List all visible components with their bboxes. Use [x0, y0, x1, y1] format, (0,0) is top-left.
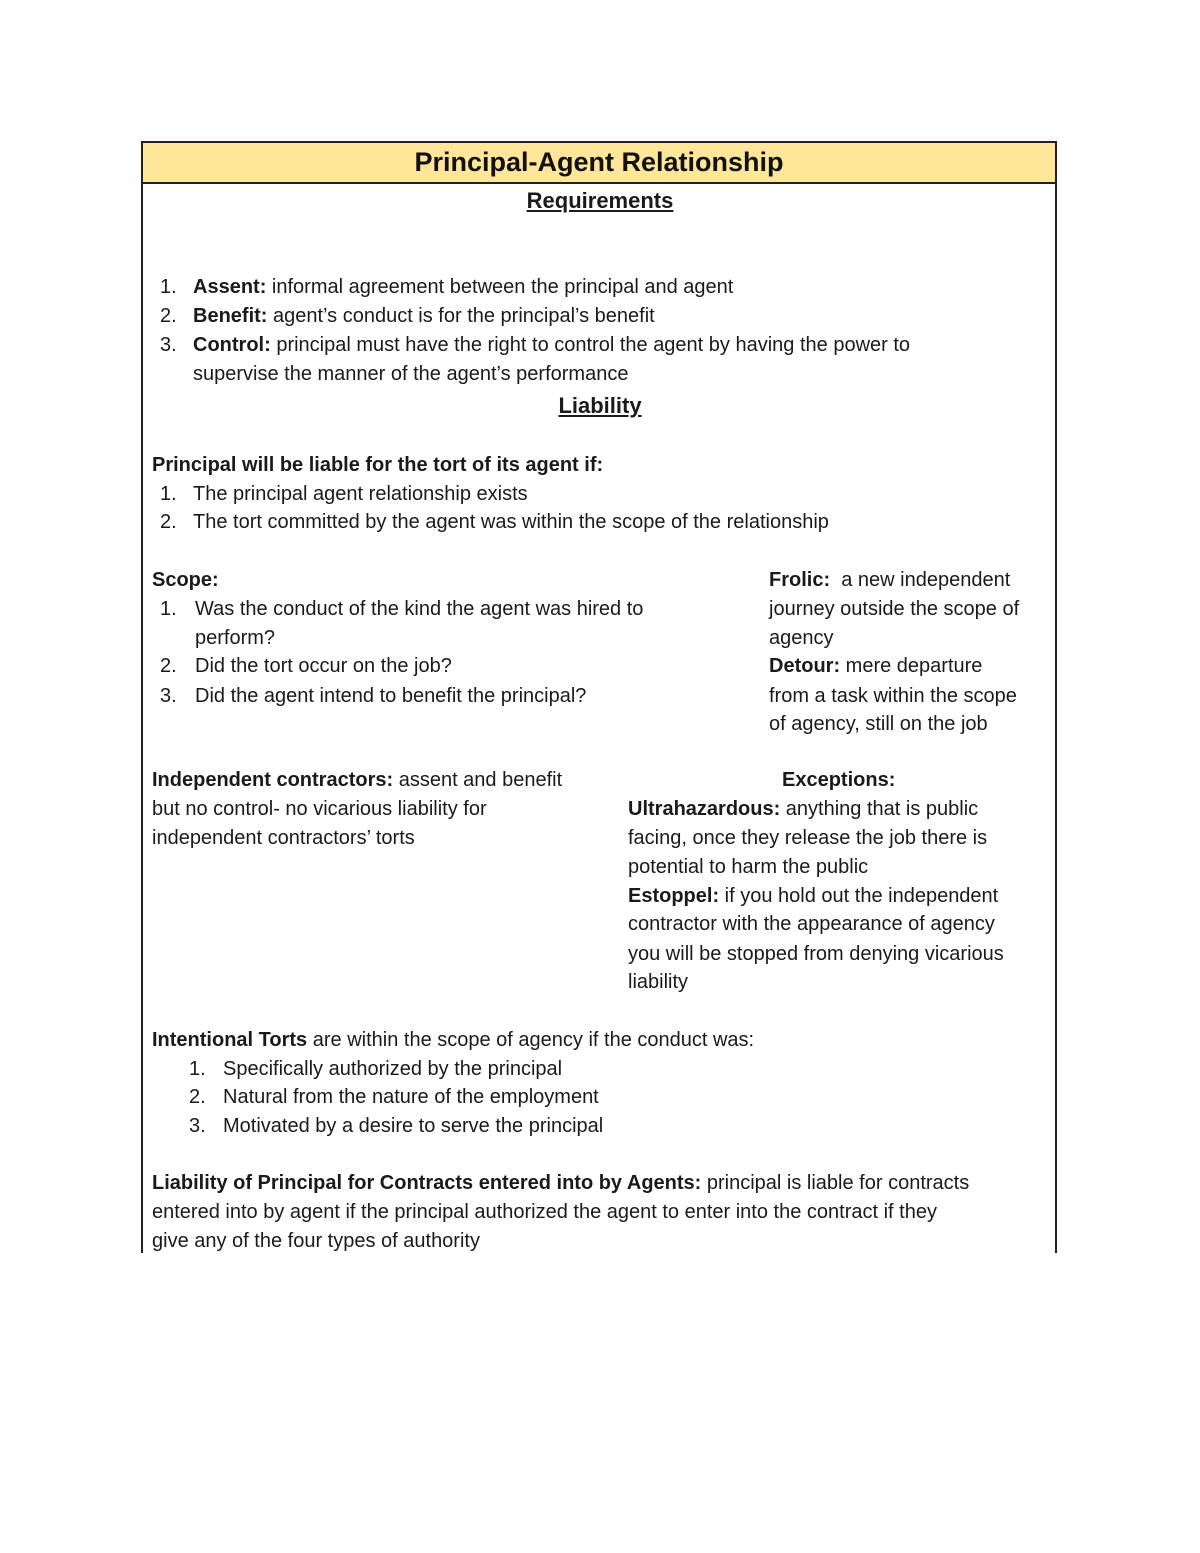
requirement-item-1-text [193, 273, 733, 302]
detour-text: mere departure [840, 655, 983, 677]
independent-text: assent and benefit [393, 769, 563, 791]
frolic-line-1 [769, 566, 1010, 595]
exceptions-heading: Exceptions: [782, 769, 896, 791]
contracts-line-3: give any of the four types of authority [152, 1230, 480, 1252]
contracts-line-2: entered into by agent if the principal authorized the agent to enter into the contract if they [152, 1201, 937, 1223]
scope-item-2-num: 2. [160, 655, 177, 677]
requirement-text: agent’s conduct is for the principal’s benefit [267, 305, 655, 327]
requirement-item-1 [160, 273, 177, 302]
frolic-line-3: agency [769, 627, 834, 649]
scope-heading: Scope: [152, 569, 219, 591]
liability-item-2-text: The tort committed by the agent was within the scope of the relationship [193, 511, 829, 533]
intentional-item-1-text: Specifically authorized by the principal [223, 1058, 563, 1080]
contracts-line-1 [152, 1169, 969, 1198]
requirement-item-3-text-cont: supervise the manner of the agent’s performance [193, 363, 629, 385]
intentional-item-1-num: 1. [189, 1058, 206, 1080]
ultrahazardous-term: Ultrahazardous: [628, 798, 781, 820]
ultrahazardous-line-3: potential to harm the public [628, 856, 869, 878]
estoppel-term: Estoppel: [628, 885, 720, 907]
requirement-item-2-text [193, 302, 655, 331]
independent-line-1 [152, 766, 562, 795]
liability-item-2-num: 2. [160, 511, 177, 533]
requirement-term: Benefit: [193, 305, 268, 327]
independent-term: Independent contractors: [152, 769, 394, 791]
estoppel-line-1 [628, 882, 998, 911]
intentional-item-2-num: 2. [189, 1086, 206, 1108]
scope-item-3-text: Did the agent intend to benefit the principal? [195, 685, 587, 707]
scope-item-1-num: 1. [160, 598, 177, 620]
liability-heading: Liability [558, 393, 642, 418]
frolic-term: Frolic: [769, 569, 831, 591]
liability-item-1-text: The principal agent relationship exists [193, 483, 528, 505]
intentional-lead [152, 1026, 754, 1055]
requirement-item-3 [160, 331, 177, 360]
document-title: Principal-Agent Relationship [143, 143, 1055, 184]
estoppel-line-3: you will be stopped from denying vicarious [628, 943, 1004, 965]
ultrahazardous-line-1 [628, 795, 978, 824]
requirement-text: principal must have the right to control the agent by having the power to [270, 334, 911, 356]
frolic-text: a new independent [830, 569, 1011, 591]
requirement-term: Control: [193, 334, 271, 356]
requirement-number: 1. [160, 276, 177, 298]
frolic-line-2: journey outside the scope of [769, 598, 1020, 620]
estoppel-line-2: contractor with the appearance of agency [628, 913, 995, 935]
detour-term: Detour: [769, 655, 841, 677]
requirements-heading: Requirements [526, 188, 674, 213]
liability-item-1-num: 1. [160, 483, 177, 505]
requirement-term: Assent: [193, 276, 267, 298]
ultrahazardous-text: anything that is public [780, 798, 979, 820]
detour-line-1 [769, 652, 982, 681]
estoppel-text: if you hold out the independent [719, 885, 999, 907]
intentional-item-2-text: Natural from the nature of the employment [223, 1086, 599, 1108]
estoppel-line-4: liability [628, 971, 689, 993]
detour-line-3: of agency, still on the job [769, 713, 988, 735]
independent-line-3: independent contractors’ torts [152, 827, 415, 849]
requirement-number: 2. [160, 305, 177, 327]
requirement-item-2 [160, 302, 177, 331]
scope-item-3-num: 3. [160, 685, 177, 707]
ultrahazardous-line-2: facing, once they release the job there is [628, 827, 988, 849]
liability-lead: Principal will be liable for the tort of its agent if: [152, 454, 604, 476]
intentional-term: Intentional Torts [152, 1029, 308, 1051]
requirement-number: 3. [160, 334, 177, 356]
independent-line-2: but no control- no vicarious liability for [152, 798, 487, 820]
intentional-text: are within the scope of agency if the conduct was: [307, 1029, 755, 1051]
contracts-term: Liability of Principal for Contracts entered into by Agents: [152, 1172, 702, 1194]
detour-line-2: from a task within the scope [769, 685, 1017, 707]
scope-item-1-text: Was the conduct of the kind the agent was hired to [195, 598, 644, 620]
contracts-text: principal is liable for contracts [701, 1172, 970, 1194]
scope-item-1-text-cont: perform? [195, 627, 276, 649]
intentional-item-3-text: Motivated by a desire to serve the principal [223, 1115, 604, 1137]
scope-item-2-text: Did the tort occur on the job? [195, 655, 452, 677]
requirement-item-3-text [193, 331, 910, 360]
requirement-text: informal agreement between the principal and agent [266, 276, 734, 298]
intentional-item-3-num: 3. [189, 1115, 206, 1137]
